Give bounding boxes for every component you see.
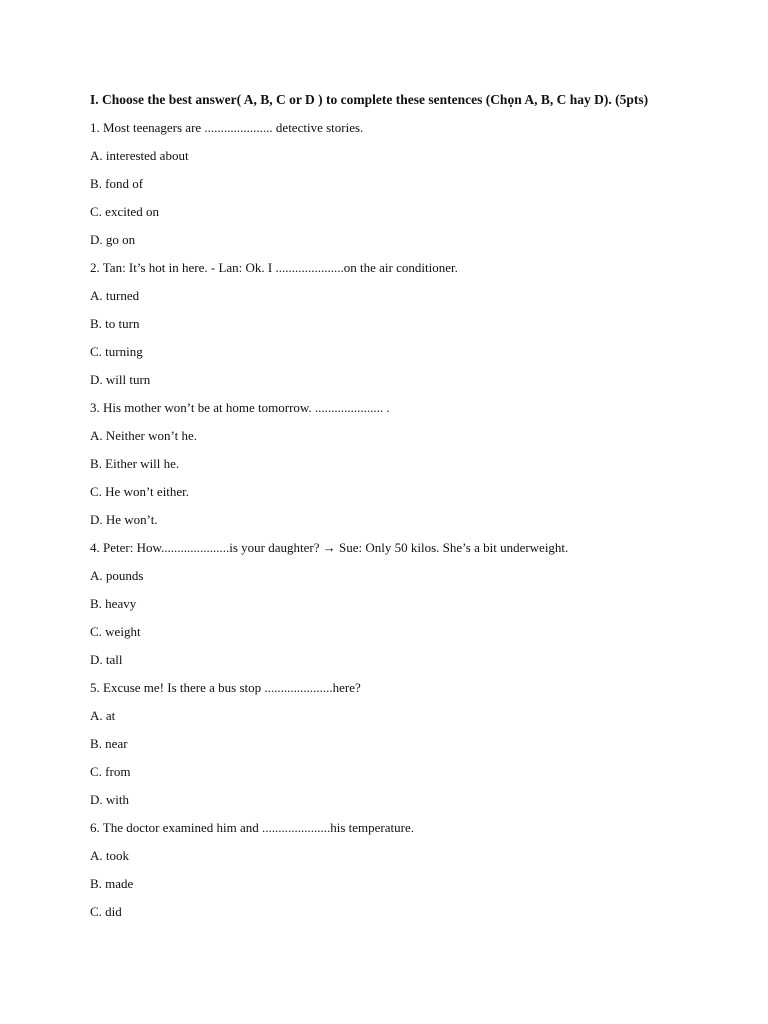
question-5 — [90, 678, 710, 818]
question-text: 6. The doctor examined him and .....................his temperature. — [90, 820, 414, 835]
option-d: D. go on — [90, 232, 136, 247]
option-b: B. made — [90, 876, 134, 891]
option-a: A. turned — [90, 288, 140, 303]
option-a: A. at — [90, 708, 116, 723]
option-a: A. interested about — [90, 148, 189, 163]
option-b: B. Either will he. — [90, 456, 180, 471]
question-text: 4. Peter: How.....................is your daughter? → Sue: Only 50 kilos. She’s a bit underweight. — [90, 540, 569, 555]
option-a: A. Neither won’t he. — [90, 428, 197, 443]
option-d: D. He won’t. — [90, 512, 158, 527]
option-b: B. fond of — [90, 176, 144, 191]
question-1 — [90, 118, 710, 258]
question-6 — [90, 818, 710, 930]
option-b: B. near — [90, 736, 128, 751]
question-2 — [90, 258, 710, 398]
option-c: C. turning — [90, 344, 143, 359]
option-c: C. from — [90, 764, 131, 779]
option-c: C. weight — [90, 624, 141, 639]
question-text: 3. His mother won’t be at home tomorrow. ..................... . — [90, 400, 390, 415]
worksheet-page — [90, 90, 710, 930]
section-heading: I. Choose the best answer( A, B, C or D ) to complete these sentences (Chọn A, B, C hay D). (5pts) — [90, 92, 649, 107]
option-c: C. He won’t either. — [90, 484, 190, 499]
option-a: A. pounds — [90, 568, 144, 583]
question-text: 2. Tan: It’s hot in here. - Lan: Ok. I .....................on the air conditioner. — [90, 260, 458, 275]
option-b: B. heavy — [90, 596, 137, 611]
option-c: C. excited on — [90, 204, 159, 219]
option-d: D. tall — [90, 652, 123, 667]
option-b: B. to turn — [90, 316, 140, 331]
question-4 — [90, 538, 710, 678]
question-text: 1. Most teenagers are ..................... detective stories. — [90, 120, 364, 135]
question-3 — [90, 398, 710, 538]
option-a: A. took — [90, 848, 129, 863]
question-text: 5. Excuse me! Is there a bus stop .....................here? — [90, 680, 361, 695]
option-d: D. will turn — [90, 372, 151, 387]
option-d: D. with — [90, 792, 129, 807]
option-c: C. did — [90, 904, 122, 919]
